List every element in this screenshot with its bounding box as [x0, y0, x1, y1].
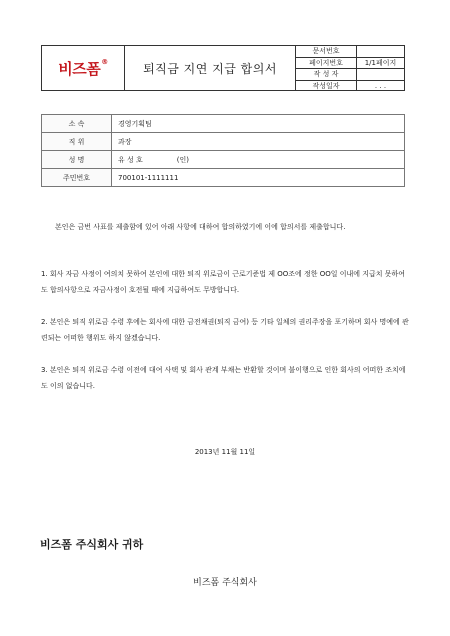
meta-value — [357, 69, 405, 81]
clause-3: 3. 본인은 퇴직 위로금 수령 이전에 대여 사택 및 회사 관계 부채는 반환할 것이며 불이행으로 인한 회사의 어떠한 조치에도 이의 없습니다. — [41, 366, 406, 390]
info-label: 성 명 — [42, 151, 112, 169]
registered-mark: ® — [101, 57, 108, 66]
intro-paragraph: 본인은 금번 사표를 제출함에 있어 아래 사항에 대하여 합의하였기에 이에 합의서를 제출합니다. — [55, 223, 346, 231]
document-header — [41, 45, 405, 91]
meta-value — [357, 46, 405, 57]
logo-text: 비즈폼® — [58, 57, 108, 78]
meta-row — [296, 46, 404, 57]
info-value-cell — [112, 151, 405, 169]
meta-row — [296, 57, 404, 69]
logo — [42, 46, 125, 90]
info-row-position — [42, 133, 405, 151]
meta-row — [296, 80, 404, 91]
document-title: 퇴직금 지연 지급 합의서 — [125, 46, 296, 90]
meta-label: 작성일자 — [296, 80, 357, 91]
seal-mark: (인) — [176, 155, 189, 164]
info-value: 700101-1111111 — [112, 169, 405, 187]
meta-value: . . . — [374, 81, 387, 90]
clause-2: 2. 본인은 퇴직 위로금 수령 후에는 회사에 대한 금전채권(퇴직 금여) 등 기타 일체의 권리주장을 포기하며 회사 명예에 관련되는 어떠한 행위도 하지 않겠습니다. — [41, 318, 409, 342]
info-label: 소 속 — [42, 115, 112, 133]
employee-info-table — [41, 114, 405, 187]
employee-name: 유 성 호 — [118, 155, 143, 164]
info-row-id-number — [42, 169, 405, 187]
clause-1: 1. 회사 자금 사정이 여의치 못하여 본인에 대한 퇴직 위로금이 근로기준법 제 OO조에 정한 OO일 이내에 지급치 못하여도 합의사항으로 자금사정이 호전될 때에 지급하여도 무방합니다. — [41, 270, 406, 294]
info-value: 과장 — [112, 133, 405, 151]
info-value: 경영기획팀 — [112, 115, 405, 133]
info-row-department — [42, 115, 405, 133]
info-label: 주민번호 — [42, 169, 112, 187]
issuing-company: 비즈폼 주식회사 — [193, 578, 257, 588]
meta-value: 1/1페이지 — [357, 57, 405, 69]
info-label: 직 위 — [42, 133, 112, 151]
meta-label: 작 성 자 — [296, 69, 357, 81]
meta-label: 문서번호 — [296, 46, 357, 57]
meta-label: 페이지번호 — [296, 57, 357, 69]
meta-row — [296, 69, 404, 81]
info-row-name — [42, 151, 405, 169]
agreement-date: 2013년 11월 11일 — [194, 448, 256, 456]
document-meta-table — [296, 46, 404, 91]
addressee: 비즈폼 주식회사 귀하 — [40, 538, 144, 551]
